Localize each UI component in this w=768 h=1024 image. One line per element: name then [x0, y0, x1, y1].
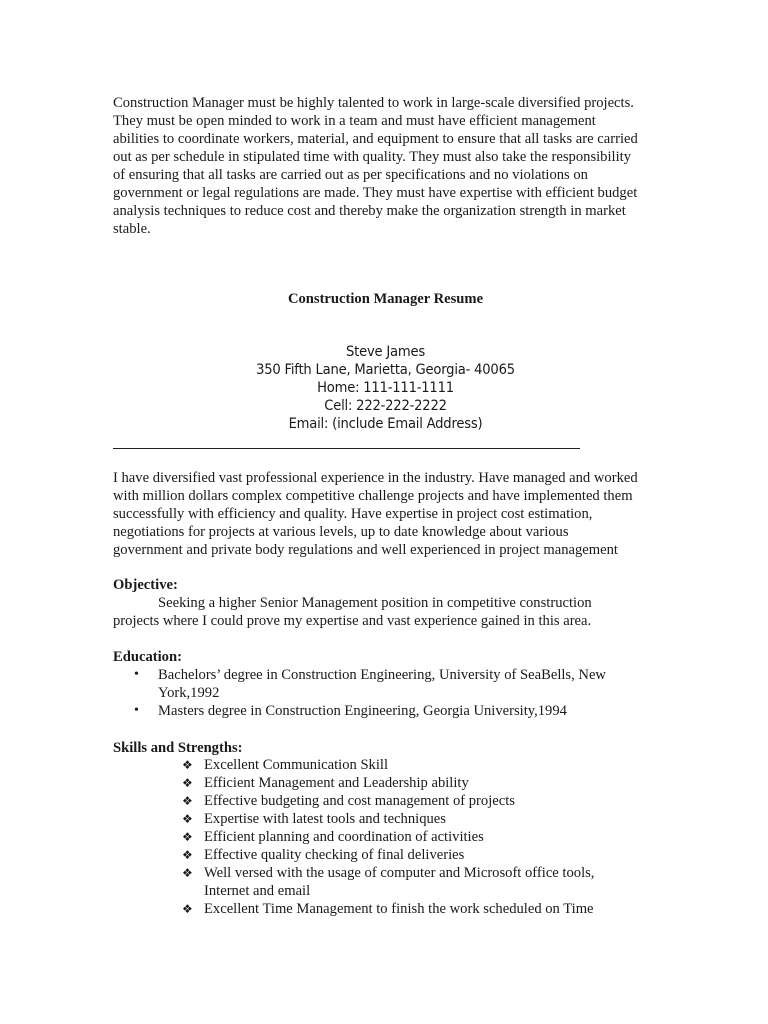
skill-item-line: Expertise with latest tools and techniques — [204, 811, 446, 827]
diamond-bullet-icon: ❖ — [182, 848, 193, 862]
education-item-line: York,1992 — [158, 685, 220, 701]
skill-item-line: Efficient planning and coordination of activities — [204, 829, 484, 845]
summary-line: I have diversified vast professional experience in the industry. Have managed and worked — [113, 470, 638, 486]
education-item-line: Masters degree in Construction Engineering, Georgia University,1994 — [158, 703, 567, 719]
education-item-line: Bachelors’ degree in Construction Engineering, University of SeaBells, New — [158, 667, 606, 683]
education-list — [113, 666, 673, 720]
intro-line: abilities to coordinate workers, material, and equipment to ensure that all tasks are carried — [113, 131, 638, 147]
skills-list — [182, 756, 662, 918]
education-item — [113, 666, 673, 702]
skill-item — [182, 828, 662, 846]
skill-item-line: Internet and email — [204, 883, 311, 899]
bullet-icon: • — [134, 703, 139, 718]
diamond-bullet-icon: ❖ — [182, 830, 193, 844]
skill-item — [182, 756, 662, 774]
objective-heading: Objective: — [113, 577, 178, 593]
skill-item-line: Well versed with the usage of computer and Microsoft office tools, — [204, 865, 595, 881]
skill-item — [182, 900, 662, 918]
intro-line: out as per schedule in stipulated time with quality. They must also take the responsibility — [113, 149, 631, 165]
intro-line: analysis techniques to reduce cost and thereby make the organization strength in market — [113, 203, 626, 219]
skill-item-line: Effective budgeting and cost management of projects — [204, 793, 515, 809]
summary-line: government and private body regulations and well experienced in project management — [113, 542, 618, 558]
contact-block — [113, 343, 658, 433]
contact-address: 350 Fifth Lane, Marietta, Georgia- 40065 — [256, 361, 515, 378]
skill-item-line: Efficient Management and Leadership ability — [204, 775, 469, 791]
diamond-bullet-icon: ❖ — [182, 902, 193, 916]
intro-line: Construction Manager must be highly talented to work in large-scale diversified projects. — [113, 95, 634, 111]
intro-line: They must be open minded to work in a team and must have efficient management — [113, 113, 596, 129]
contact-cell-phone: Cell: 222-222-2222 — [324, 397, 447, 414]
diamond-bullet-icon: ❖ — [182, 866, 193, 880]
intro-line: government or legal regulations are made. They must have expertise with efficient budget — [113, 185, 638, 201]
skill-item-line: Effective quality checking of final deliveries — [204, 847, 465, 863]
education-item — [113, 702, 673, 720]
diamond-bullet-icon: ❖ — [182, 794, 193, 808]
diamond-bullet-icon: ❖ — [182, 776, 193, 790]
skill-item-line: Excellent Communication Skill — [204, 757, 389, 773]
objective-line: projects where I could prove my expertise and vast experience gained in this area. — [113, 613, 592, 629]
summary-line: negotiations for projects at various levels, up to date knowledge about various — [113, 524, 569, 540]
education-heading: Education: — [113, 649, 182, 665]
resume-title: Construction Manager Resume — [287, 291, 484, 307]
diamond-bullet-icon: ❖ — [182, 812, 193, 826]
skills-heading: Skills and Strengths: — [113, 740, 243, 756]
summary-line: successfully with efficiency and quality. Have expertise in project cost estimation, — [113, 506, 593, 522]
objective-line: Seeking a higher Senior Management position in competitive construction — [158, 595, 592, 611]
skill-item-line: Excellent Time Management to finish the work scheduled on Time — [204, 901, 594, 917]
summary-line: with million dollars complex competitive challenge projects and have implemented them — [113, 488, 633, 504]
skill-item — [182, 864, 662, 900]
skill-item — [182, 792, 662, 810]
horizontal-divider — [113, 448, 580, 449]
contact-email: Email: (include Email Address) — [288, 415, 483, 432]
bullet-icon: • — [134, 667, 139, 682]
contact-home-phone: Home: 111-111-1111 — [317, 379, 454, 396]
skill-item — [182, 774, 662, 792]
contact-name: Steve James — [345, 343, 425, 360]
intro-paragraph — [113, 94, 658, 238]
intro-line: of ensuring that all tasks are carried out as per specifications and no violations on — [113, 167, 588, 183]
summary-paragraph — [113, 469, 673, 559]
objective-text — [113, 594, 673, 630]
skill-item — [182, 810, 662, 828]
diamond-bullet-icon: ❖ — [182, 758, 193, 772]
intro-line: stable. — [113, 221, 151, 237]
skill-item — [182, 846, 662, 864]
